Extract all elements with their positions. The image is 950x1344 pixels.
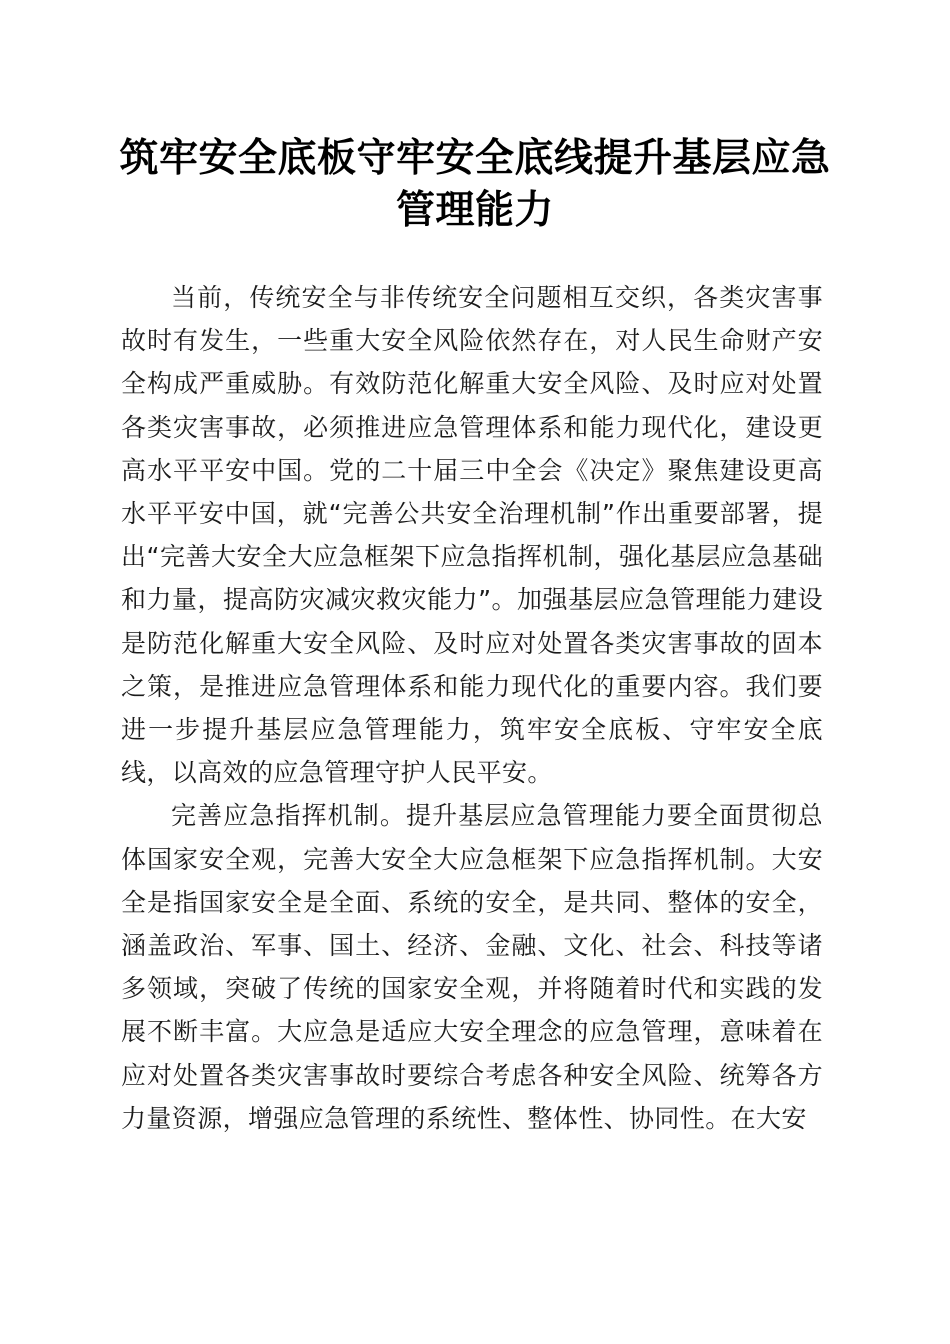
paragraph-command-mechanism: 完善应急指挥机制。提升基层应急管理能力要全面贯彻总体国家安全观，完善大安全大应急框架下应急指挥机制。大安全是指国家安全是全面、系统的安全，是共同、整体的安全，涵盖政治、军事、国土、经济、金融、文化、社会、科技等诸多领域，突破了传统的国家安全观，并将随着时代和实践的发展不断丰富。大应急是适应大安全理念的应急管理，意味着在应对处置各类灾害事故时要综合考虑各种安全风险、统筹各方力量资源，增强应急管理的系统性、整体性、协同性。在大安 xyxy=(121,801,823,1133)
document-body xyxy=(121,276,823,1140)
document-title: 筑牢安全底板守牢安全底线提升基层应急管理能力 xyxy=(119,135,831,233)
paragraph-intro: 当前，传统安全与非传统安全问题相互交织，各类灾害事故时有发生，一些重大安全风险依然存在，对人民生命财产安全构成严重威胁。有效防范化解重大安全风险、及时应对处置各类灾害事故，必须推进应急管理体系和能力现代化，建设更高水平平安中国。党的二十届三中全会《决定》聚焦建设更高水平平安中国，就“完善公共安全治理机制”作出重要部署，提出“完善大安全大应急框架下应急指挥机制，强化基层应急基础和力量，提高防灾减灾救灾能力”。加强基层应急管理能力建设是防范化解重大安全风险、及时应对处置各类灾害事故的固本之策，是推进应急管理体系和能力现代化的重要内容。我们要进一步提升基层应急管理能力，筑牢安全底板、守牢安全底线，以高效的应急管理守护人民平安。 xyxy=(121,283,823,788)
